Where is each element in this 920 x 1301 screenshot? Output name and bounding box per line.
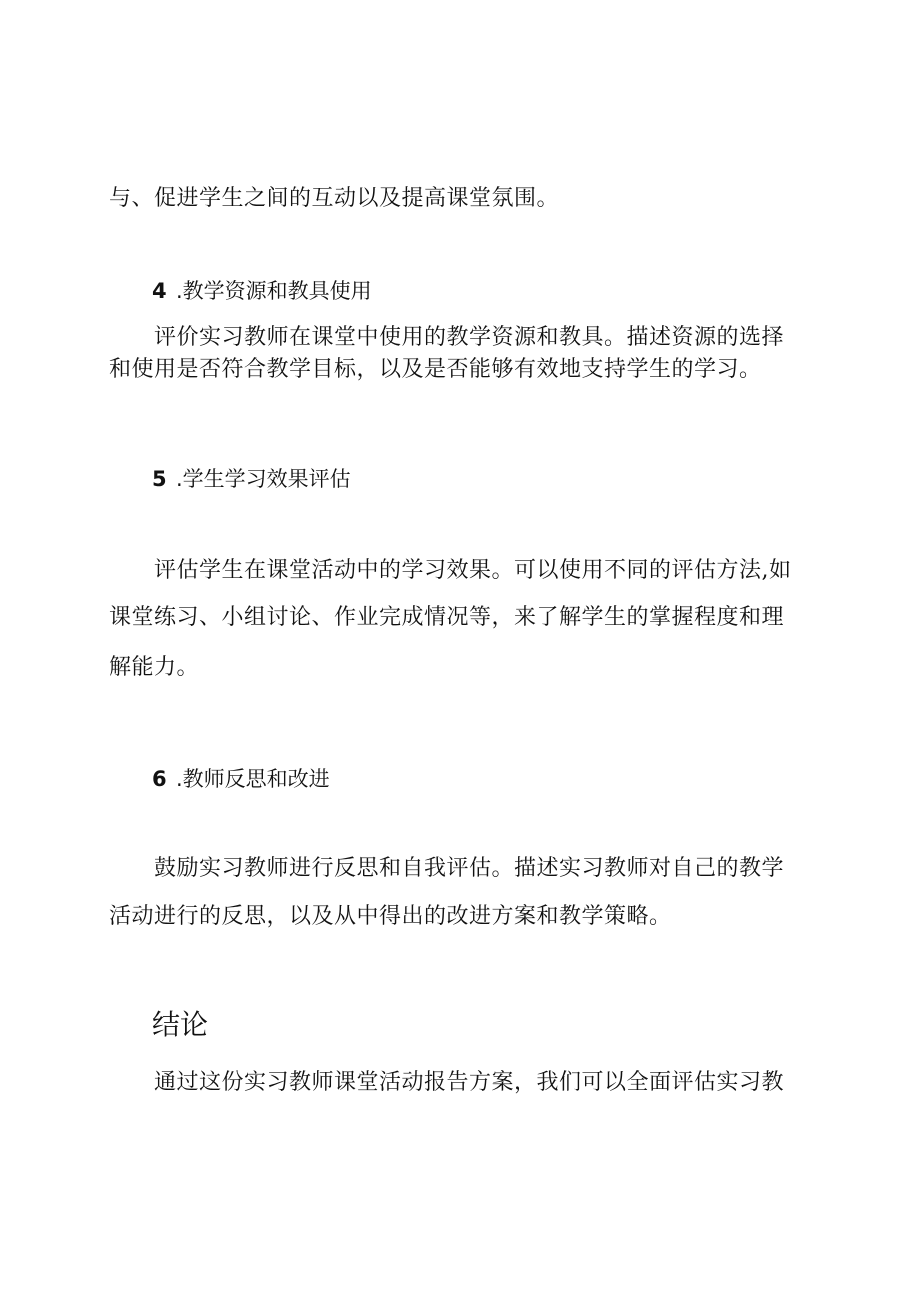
section-5-number: 5 [152,467,167,491]
section-5-line-2: 课堂练习、小组讨论、作业完成情况等，来了解学生的掌握程度和理 [109,605,785,630]
section-6-line-2: 活动进行的反思，以及从中得出的改进方案和教学策略。 [109,904,672,929]
conclusion-title: 结论 [152,1008,209,1041]
section-4-line-1: 评价实习教师在课堂中使用的教学资源和教具。描述资源的选择 [154,325,785,350]
section-6-number: 6 [152,767,167,791]
section-4-number: 4 [152,279,167,303]
section-6-title: .教师反思和改进 [176,767,330,791]
section-4-heading [152,276,372,306]
conclusion-line-1: 通过这份实习教师课堂活动报告方案，我们可以全面评估实习教 [154,1070,785,1095]
section-4-title: .教学资源和教具使用 [176,279,372,303]
section-5-line-3: 解能力。 [109,655,200,680]
section-4-line-2: 和使用是否符合教学目标，以及是否能够有效地支持学生的学习。 [109,357,762,382]
section-6-line-1: 鼓励实习教师进行反思和自我评估。描述实习教师对自己的教学 [154,856,785,881]
continuation-line: 与、促进学生之间的互动以及提高课堂氛围。 [109,186,560,211]
section-5-heading [152,464,351,494]
section-5-title: .学生学习效果评估 [176,467,351,491]
section-5-line-1: 评估学生在课堂活动中的学习效果。可以使用不同的评估方法,如 [154,558,792,583]
section-6-heading [152,764,330,794]
